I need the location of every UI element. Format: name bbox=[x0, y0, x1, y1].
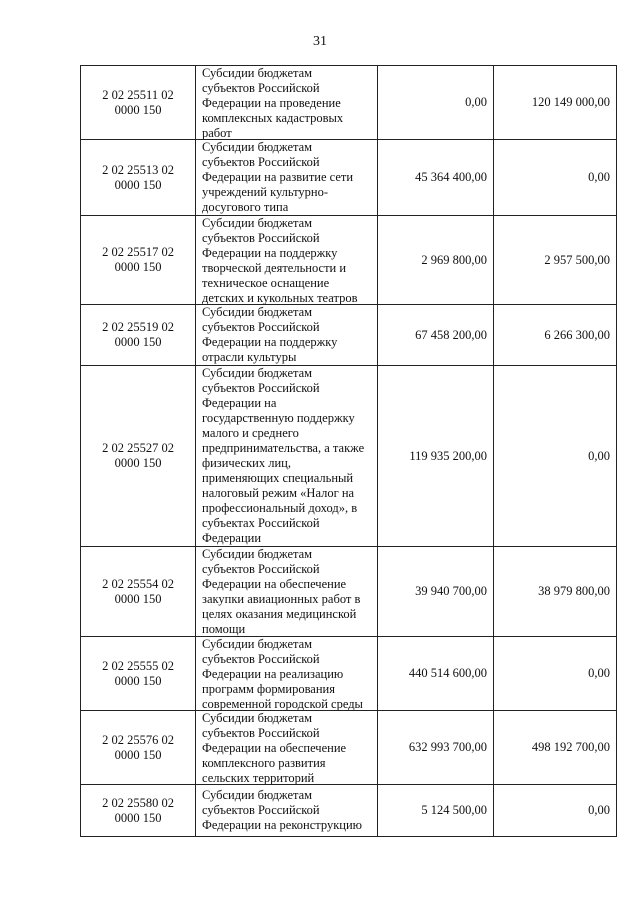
amount-year-1-cell: 440 514 600,00 bbox=[378, 637, 494, 711]
revenue-code-cell bbox=[81, 216, 196, 305]
revenue-name-line: Федерации на обеспечение bbox=[202, 741, 347, 755]
revenue-name-line: субъектов Российской bbox=[202, 652, 320, 666]
revenue-name-line: комплексных кадастровых bbox=[202, 111, 344, 125]
revenue-name-line: учреждений культурно- bbox=[202, 185, 329, 199]
amount-year-1-cell: 67 458 200,00 bbox=[378, 305, 494, 366]
revenue-name-line: субъектах Российской bbox=[202, 516, 320, 530]
revenue-name-line: Субсидии бюджетам bbox=[202, 637, 313, 651]
revenue-name-line: субъектов Российской bbox=[202, 320, 320, 334]
revenue-code-line: 2 02 25517 02 bbox=[102, 245, 174, 259]
revenue-name-cell bbox=[196, 711, 378, 785]
table-row bbox=[81, 305, 617, 366]
revenue-code-line: 2 02 25511 02 bbox=[102, 87, 174, 102]
revenue-name-line: профессиональный доход», в bbox=[202, 501, 358, 515]
revenue-code-cell bbox=[81, 66, 196, 140]
revenue-name-line: Субсидии бюджетам bbox=[202, 66, 313, 80]
revenue-name-line: целях оказания медицинской bbox=[202, 607, 357, 621]
revenue-code-line: 0000 150 bbox=[114, 177, 162, 192]
revenue-name-line: налоговый режим «Налог на bbox=[202, 486, 355, 500]
revenue-name-line: Федерации bbox=[202, 531, 262, 545]
table-row bbox=[81, 140, 617, 216]
revenue-name-line: предпринимательства, а также bbox=[202, 441, 365, 455]
revenue-name-line: Федерации на проведение bbox=[202, 96, 341, 110]
revenue-name-line: отрасли культуры bbox=[202, 350, 297, 364]
table-body bbox=[81, 66, 617, 837]
revenue-name-cell bbox=[196, 216, 378, 305]
revenue-code-cell bbox=[81, 305, 196, 366]
revenue-code-cell bbox=[81, 711, 196, 785]
revenue-name-cell bbox=[196, 66, 378, 140]
revenue-name-line: субъектов Российской bbox=[202, 381, 320, 395]
revenue-name-cell bbox=[196, 140, 378, 216]
revenue-name-line: субъектов Российской bbox=[202, 231, 320, 245]
revenue-name-line: субъектов Российской bbox=[202, 155, 320, 169]
revenue-name-cell bbox=[196, 547, 378, 637]
revenue-name-line: Федерации на реконструкцию bbox=[202, 818, 362, 832]
amount-year-2-cell: 6 266 300,00 bbox=[494, 305, 617, 366]
revenue-name-line: субъектов Российской bbox=[202, 726, 320, 740]
revenue-name-line: Субсидии бюджетам bbox=[202, 216, 313, 230]
revenue-name-line: физических лиц, bbox=[202, 456, 291, 470]
revenue-name-line: Субсидии бюджетам bbox=[202, 305, 313, 319]
revenue-code-line: 0000 150 bbox=[114, 747, 162, 762]
revenue-name-line: детских и кукольных театров bbox=[202, 291, 358, 304]
revenue-name-line: современной городской среды bbox=[202, 697, 363, 710]
revenue-name-line: применяющих специальный bbox=[202, 471, 354, 485]
amount-year-1-cell: 5 124 500,00 bbox=[378, 785, 494, 837]
revenue-code-line: 2 02 25519 02 bbox=[102, 320, 174, 334]
revenue-code-line: 2 02 25580 02 bbox=[102, 795, 174, 810]
table-row bbox=[81, 785, 617, 837]
amount-year-2-cell: 0,00 bbox=[494, 140, 617, 216]
amount-year-1-cell: 39 940 700,00 bbox=[378, 547, 494, 637]
revenue-code-line: 2 02 25555 02 bbox=[102, 658, 174, 673]
amount-year-2-cell: 0,00 bbox=[494, 785, 617, 837]
revenue-name-line: Федерации на поддержку bbox=[202, 335, 338, 349]
revenue-name-line: Субсидии бюджетам bbox=[202, 547, 313, 561]
amount-year-2-cell: 0,00 bbox=[494, 637, 617, 711]
table-row bbox=[81, 366, 617, 547]
table-row bbox=[81, 66, 617, 140]
table-row bbox=[81, 547, 617, 637]
revenue-name-line: малого и среднего bbox=[202, 426, 299, 440]
revenue-name-line: творческой деятельности и bbox=[202, 261, 347, 275]
revenue-name-line: Субсидии бюджетам bbox=[202, 711, 313, 725]
revenue-name-cell bbox=[196, 366, 378, 547]
amount-year-1-cell: 119 935 200,00 bbox=[378, 366, 494, 547]
revenue-name-line: государственную поддержку bbox=[202, 411, 355, 425]
revenue-code-cell bbox=[81, 637, 196, 711]
revenue-name-line: Федерации на развитие сети bbox=[202, 170, 354, 184]
revenue-name-cell bbox=[196, 305, 378, 366]
table-row bbox=[81, 637, 617, 711]
revenue-name-line: Субсидии бюджетам bbox=[202, 788, 313, 802]
amount-year-2-cell: 498 192 700,00 bbox=[494, 711, 617, 785]
revenue-code-line: 2 02 25554 02 bbox=[102, 576, 174, 591]
revenue-name-line: Субсидии бюджетам bbox=[202, 366, 313, 380]
revenue-name-cell bbox=[196, 785, 378, 837]
revenue-name-line: работ bbox=[202, 126, 232, 139]
revenue-code-cell bbox=[81, 140, 196, 216]
table-row bbox=[81, 711, 617, 785]
revenue-name-line: закупки авиационных работ в bbox=[202, 592, 361, 606]
revenue-name-line: субъектов Российской bbox=[202, 562, 320, 576]
amount-year-1-cell: 2 969 800,00 bbox=[378, 216, 494, 305]
amount-year-2-cell: 2 957 500,00 bbox=[494, 216, 617, 305]
revenue-name-line: Федерации на реализацию bbox=[202, 667, 344, 681]
amount-year-2-cell: 0,00 bbox=[494, 366, 617, 547]
revenue-code-line: 0000 150 bbox=[114, 260, 162, 274]
revenue-name-line: сельских территорий bbox=[202, 771, 315, 784]
revenue-name-line: комплексного развития bbox=[202, 756, 326, 770]
revenue-code-line: 0000 150 bbox=[114, 591, 162, 606]
revenue-code-line: 0000 150 bbox=[114, 102, 162, 117]
revenue-name-line: Субсидии бюджетам bbox=[202, 140, 313, 154]
revenue-name-line: субъектов Российской bbox=[202, 803, 320, 817]
amount-year-1-cell: 45 364 400,00 bbox=[378, 140, 494, 216]
revenue-name-line: Федерации на обеспечение bbox=[202, 577, 347, 591]
revenue-code-line: 2 02 25576 02 bbox=[102, 732, 174, 747]
revenue-code-cell bbox=[81, 547, 196, 637]
revenue-code-line: 0000 150 bbox=[114, 456, 162, 470]
revenue-name-line: помощи bbox=[202, 622, 246, 636]
amount-year-1-cell: 0,00 bbox=[378, 66, 494, 140]
revenue-name-cell bbox=[196, 637, 378, 711]
revenue-name-line: субъектов Российской bbox=[202, 81, 320, 95]
budget-revenue-table bbox=[80, 65, 617, 837]
revenue-code-line: 0000 150 bbox=[114, 810, 162, 825]
revenue-name-line: досугового типа bbox=[202, 200, 289, 214]
revenue-name-line: Федерации на bbox=[202, 396, 277, 410]
revenue-code-line: 0000 150 bbox=[114, 673, 162, 688]
revenue-name-line: программ формирования bbox=[202, 682, 335, 696]
revenue-name-line: техническое оснащение bbox=[202, 276, 330, 290]
revenue-code-line: 0000 150 bbox=[114, 335, 162, 349]
revenue-code-line: 2 02 25527 02 bbox=[102, 441, 174, 455]
revenue-code-line: 2 02 25513 02 bbox=[102, 162, 174, 177]
amount-year-2-cell: 38 979 800,00 bbox=[494, 547, 617, 637]
amount-year-1-cell: 632 993 700,00 bbox=[378, 711, 494, 785]
revenue-name-line: Федерации на поддержку bbox=[202, 246, 338, 260]
page-number: 31 bbox=[313, 34, 327, 49]
amount-year-2-cell: 120 149 000,00 bbox=[494, 66, 617, 140]
revenue-code-cell bbox=[81, 785, 196, 837]
revenue-code-cell bbox=[81, 366, 196, 547]
table-row bbox=[81, 216, 617, 305]
